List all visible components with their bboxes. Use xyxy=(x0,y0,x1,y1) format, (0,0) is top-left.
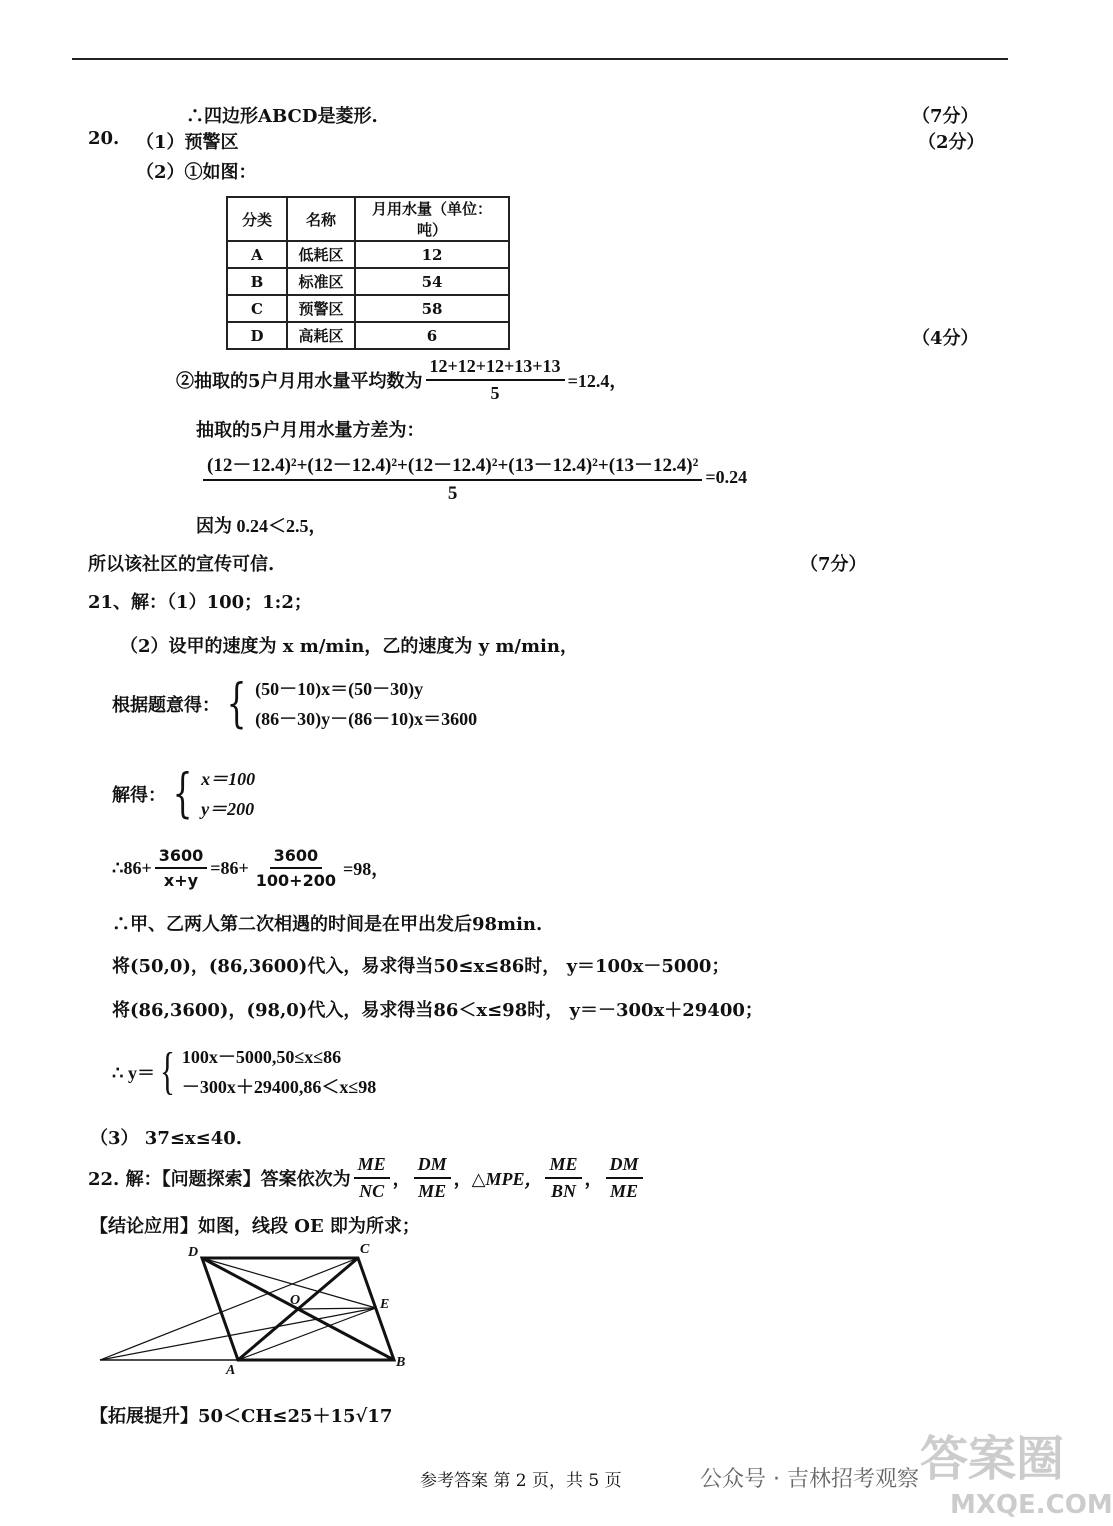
q21-part3: （3） 37≤x≤40. xyxy=(90,1128,243,1149)
system-lines xyxy=(255,674,477,734)
fraction-denominator: ME xyxy=(418,1181,447,1201)
solution-lines xyxy=(201,764,255,824)
fraction-denominator: 5 xyxy=(447,483,458,504)
water-usage-table xyxy=(226,196,510,350)
calc-fraction xyxy=(252,846,340,890)
aux-line xyxy=(100,1308,376,1360)
system-equation: (86－30)y－(86－10)x＝3600 xyxy=(255,709,478,729)
answer-fraction xyxy=(606,1154,643,1202)
q20-average xyxy=(176,356,627,404)
q20-part1-score: （2分） xyxy=(918,132,985,153)
fraction-denominator: x+y xyxy=(163,871,199,890)
q21-calc xyxy=(112,846,389,890)
calc-prefix: ∴86+ xyxy=(112,857,152,878)
q20-part1: （1）预警区 xyxy=(136,132,239,153)
fraction-denominator: 100+200 xyxy=(255,871,336,890)
table-cell: 12 xyxy=(355,241,509,268)
table-cell: B xyxy=(227,268,287,295)
label-a: A xyxy=(226,1363,236,1378)
fraction-numerator: ME xyxy=(545,1154,581,1179)
label-c: C xyxy=(360,1242,370,1257)
watermark-text: 公众号 · 吉林招考观察 xyxy=(700,1467,919,1492)
q21-part2: （2）设甲的速度为 x m/min，乙的速度为 y m/min， xyxy=(120,636,578,657)
q19-score: （7分） xyxy=(912,106,979,127)
fraction-numerator: DM xyxy=(606,1154,643,1179)
table-cell: 预警区 xyxy=(287,295,355,322)
q20-part2: （2）①如图： xyxy=(136,162,257,183)
table-row xyxy=(227,295,509,322)
table-header: 月用水量（单位：吨） xyxy=(355,197,509,241)
q21-line1: 将(50,0)，(86,3600)代入，易求得当50≤x≤86时， y＝100x－5000； xyxy=(112,956,730,977)
solution-value: y＝200 xyxy=(201,799,255,819)
q21-solution xyxy=(112,764,255,824)
fraction-numerator: ME xyxy=(354,1154,390,1179)
q20-final-score: （7分） xyxy=(800,554,867,575)
table-cell: 标准区 xyxy=(287,268,355,295)
average-fraction xyxy=(426,356,565,404)
table-cell: A xyxy=(227,241,287,268)
because-line: 因为 0.24＜2.5， xyxy=(196,516,327,536)
variance-label: 抽取的5户月用水量方差为： xyxy=(196,420,425,441)
table-cell: C xyxy=(227,295,287,322)
fraction-denominator: 5 xyxy=(490,383,500,403)
table-row xyxy=(227,322,509,349)
fraction-numerator: (12－12.4)²+(12－12.4)²+(12－12.4)²+(13－12.4)²+(13－12.4)² xyxy=(203,450,702,481)
average-result: =12.4， xyxy=(567,371,628,391)
piecewise-lines xyxy=(182,1042,376,1102)
table-header-row xyxy=(227,197,509,241)
variance-result: =0.24 xyxy=(705,467,748,487)
table-cell: 6 xyxy=(355,322,509,349)
calc-fraction xyxy=(155,846,208,890)
q20-final: 所以该社区的宣传可信. xyxy=(88,554,275,575)
table-row xyxy=(227,241,509,268)
answer-fraction xyxy=(354,1154,390,1202)
calc-mid: =86+ xyxy=(210,857,249,878)
answer-fraction xyxy=(545,1154,581,1202)
answer-fraction xyxy=(414,1154,451,1202)
table-cell: D xyxy=(227,322,287,349)
q21-meet: ∴甲、乙两人第二次相遇的时间是在甲出发后98min. xyxy=(112,914,543,935)
q22-prefix: 22. 解：【问题探索】答案依次为 xyxy=(88,1169,351,1190)
aux-line xyxy=(238,1308,376,1360)
piecewise-case: 100x－5000,50≤x≤86 xyxy=(181,1047,342,1067)
watermark-url: MXQE.COM xyxy=(950,1490,1113,1520)
system-label: 根据题意得： xyxy=(112,695,220,716)
page-footer: 参考答案 第 2 页，共 5 页 xyxy=(420,1471,622,1491)
fraction-denominator: BN xyxy=(550,1181,576,1201)
triangle-mpe: △MPE， xyxy=(471,1169,543,1189)
q21-system xyxy=(112,674,477,734)
label-e: E xyxy=(380,1297,390,1312)
table-cell: 高耗区 xyxy=(287,322,355,349)
q20-number: 20. xyxy=(88,128,120,149)
q20-variance xyxy=(200,450,747,505)
q20-table-score: （4分） xyxy=(912,328,979,349)
fraction-denominator: ME xyxy=(610,1181,639,1201)
system-equation: (50－10)x＝(50－30)y xyxy=(255,679,424,699)
q19-conclusion: ∴四边形ABCD是菱形. xyxy=(186,106,378,127)
fraction-numerator: 12+12+12+13+13 xyxy=(426,356,565,381)
fraction-denominator: NC xyxy=(359,1181,385,1201)
calc-end: =98， xyxy=(342,859,390,879)
table-cell: 低耗区 xyxy=(287,241,355,268)
label-b: B xyxy=(396,1355,406,1370)
piecewise-case: －300x＋29400,86＜x≤98 xyxy=(181,1077,377,1097)
piecewise-label: ∴ y＝ xyxy=(112,1063,155,1083)
table-header: 名称 xyxy=(287,197,355,241)
q21-part1: 21、解：（1）100；1:2； xyxy=(88,592,312,613)
solution-label: 解得： xyxy=(112,785,166,806)
average-prefix: ②抽取的5户月用水量平均数为 xyxy=(176,371,423,392)
q21-piecewise xyxy=(112,1042,376,1102)
table-cell: 54 xyxy=(355,268,509,295)
solution-value: x＝100 xyxy=(201,769,256,789)
variance-fraction xyxy=(203,450,702,505)
q22-part1: 22. 解：【问题探索】答案依次为 $\frac{ME}{NC}$ ， $\frac{DM}{ME}$ ， △MPE， $\frac{ME}{BN}$ ， $\frac{DM}{ME}$ xyxy=(88,1154,646,1202)
left-brace-icon: { xyxy=(172,764,193,824)
q22-conclusion: 【结论应用】如图，线段 OE 即为所求； xyxy=(90,1216,420,1237)
label-o: O xyxy=(290,1293,301,1308)
fraction-numerator: DM xyxy=(414,1154,451,1179)
table-row xyxy=(227,268,509,295)
header-rule xyxy=(72,58,1008,60)
segment-oe xyxy=(298,1308,376,1309)
left-brace-icon: { xyxy=(226,674,247,734)
table-cell: 58 xyxy=(355,295,509,322)
table-header: 分类 xyxy=(227,197,287,241)
watermark-badge: 答案圈 xyxy=(920,1431,1065,1487)
q22-extend: 【拓展提升】50＜CH≤25＋15√17 xyxy=(90,1406,393,1427)
q21-line2: 将(86,3600)，(98,0)代入，易求得当86＜x≤98时， y＝－300x＋29400； xyxy=(112,1000,763,1021)
left-brace-icon: { xyxy=(159,1043,175,1100)
fraction-numerator: 3600 xyxy=(270,846,323,869)
label-d: D xyxy=(188,1245,199,1260)
parallelogram-diagram xyxy=(90,1238,430,1378)
fraction-numerator: 3600 xyxy=(155,846,208,869)
